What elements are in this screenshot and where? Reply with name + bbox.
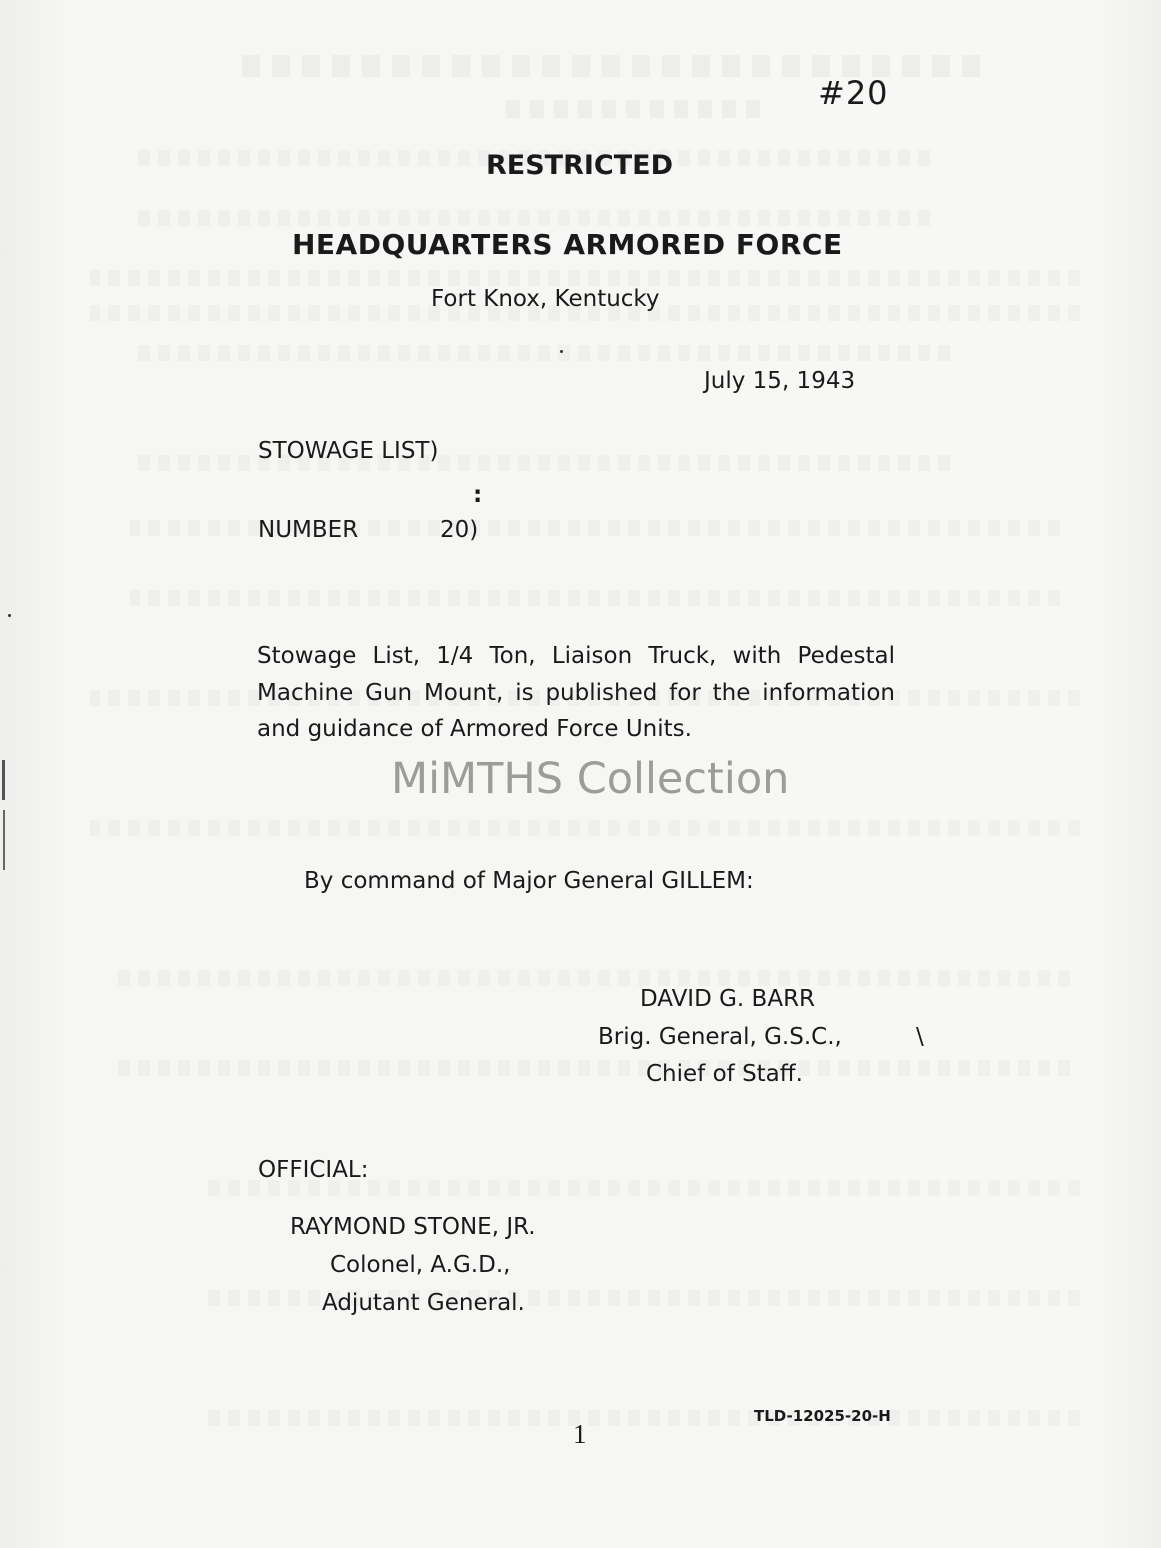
scan-speck xyxy=(560,350,563,353)
command-line: By command of Major General GILLEM: xyxy=(304,868,754,894)
official-rank: Colonel, A.G.D., xyxy=(330,1252,511,1278)
document-number: #20 xyxy=(818,74,889,112)
location-line: Fort Knox, Kentucky xyxy=(431,286,660,312)
body-paragraph: Stowage List, 1/4 Ton, Liaison Truck, with Pedestal Machine Gun Mount, is published for the information and guidance of Armored Force Units. xyxy=(257,643,895,742)
reference-colon: : xyxy=(473,482,483,508)
signatory-slash-mark: \ xyxy=(916,1024,924,1050)
form-number: TLD-12025-20-H xyxy=(754,1407,891,1425)
signatory-name: DAVID G. BARR xyxy=(640,986,816,1012)
signatory-title: Brig. General, G.S.C., xyxy=(598,1024,842,1050)
headquarters-title: HEADQUARTERS ARMORED FORCE xyxy=(292,228,843,261)
signatory-role: Chief of Staff. xyxy=(646,1061,803,1087)
scan-edge-mark xyxy=(0,760,8,870)
official-label: OFFICIAL: xyxy=(258,1157,369,1183)
official-role: Adjutant General. xyxy=(322,1290,525,1316)
reference-line-1: STOWAGE LIST) xyxy=(258,438,439,464)
page-number: 1 xyxy=(573,1419,587,1449)
official-name: RAYMOND STONE, JR. xyxy=(290,1214,536,1240)
reference-line-2-value: 20) xyxy=(440,517,479,543)
reference-line-2-label: NUMBER xyxy=(258,517,359,543)
classification-heading: RESTRICTED xyxy=(486,150,674,181)
document-date: July 15, 1943 xyxy=(704,368,856,394)
scan-speck xyxy=(8,614,11,617)
collection-watermark: MiMTHS Collection xyxy=(391,754,790,804)
